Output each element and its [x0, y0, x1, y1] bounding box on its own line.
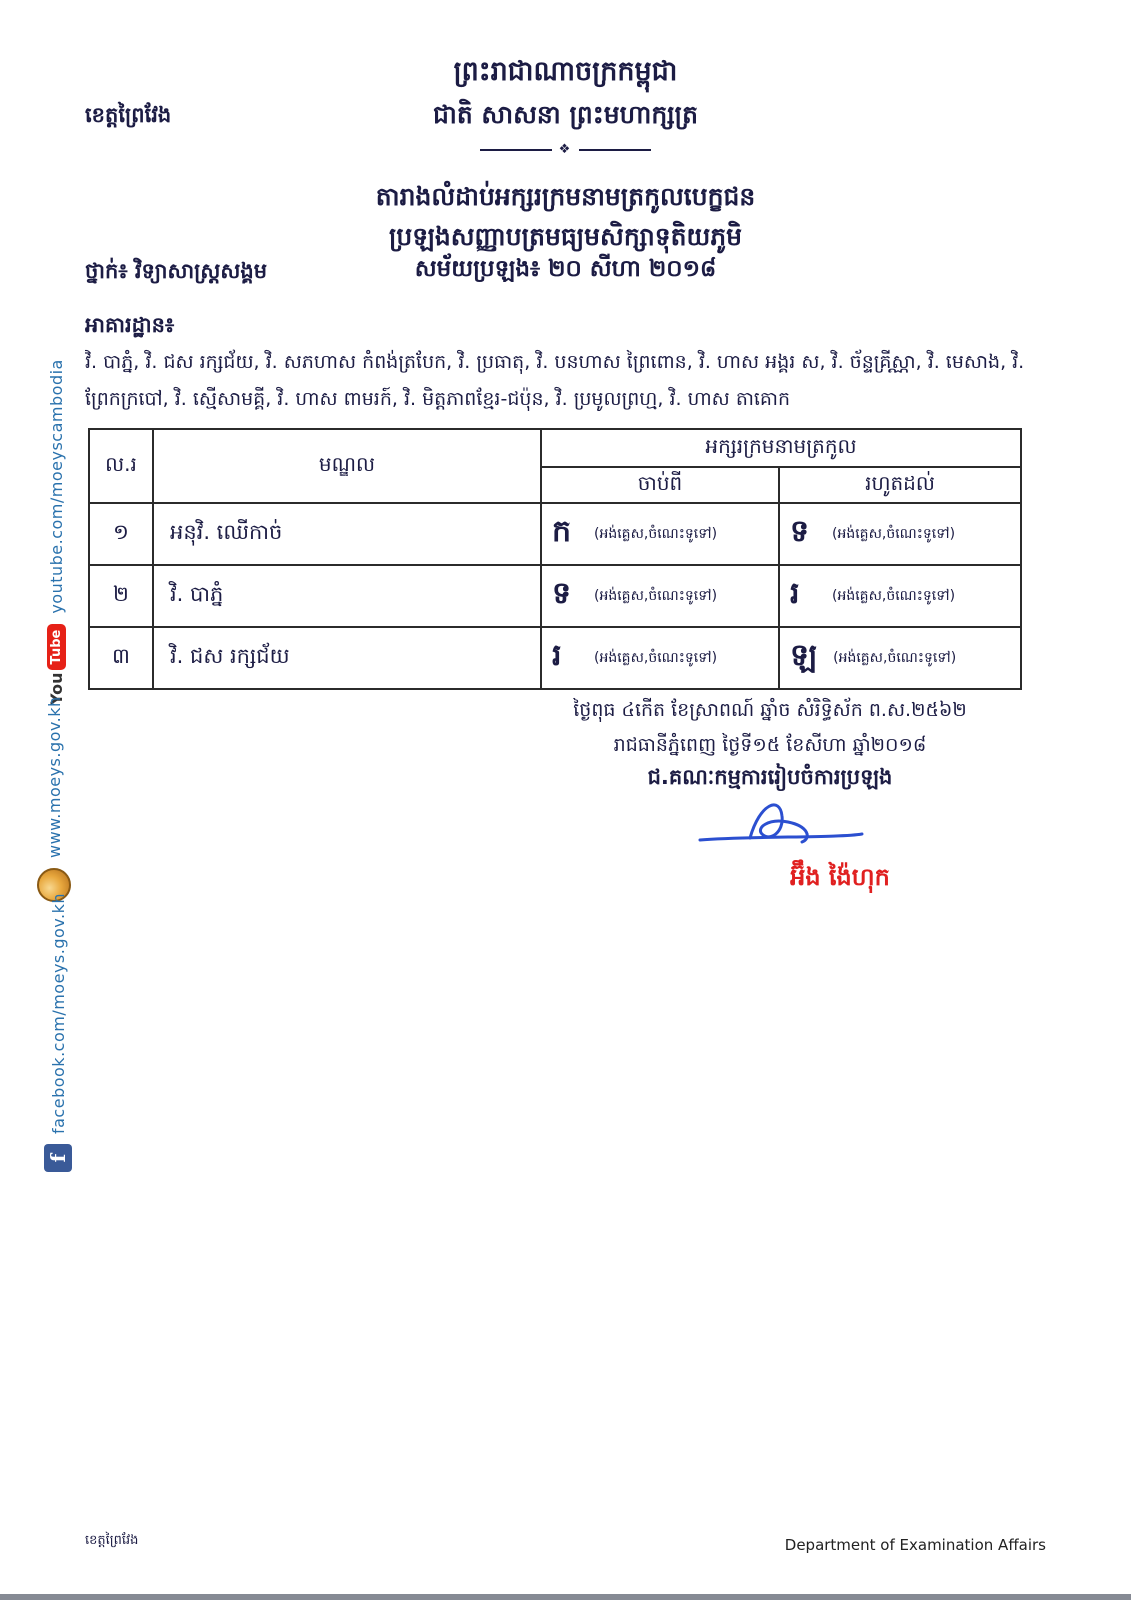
from-cell: [542, 512, 778, 556]
row-number: ៣: [89, 627, 153, 689]
column-header-alphabet-span: អក្សរក្រមនាមត្រកូល: [541, 429, 1021, 467]
province-label: ខេត្តព្រៃវែង: [85, 103, 172, 127]
scan-bottom-edge: [0, 1594, 1131, 1600]
exam-center-name: វិ. បាភ្នំ: [153, 565, 541, 627]
to-cell: [780, 574, 1020, 618]
to-note: (អង់គ្លេស,ចំណេះទូទៅ): [833, 649, 957, 666]
from-cell: [542, 574, 778, 618]
sidebar-moeys-website: [36, 696, 72, 902]
divider-line-right: [579, 149, 651, 151]
column-header-center: មណ្ឌល: [153, 429, 541, 503]
to-cell: [780, 512, 1020, 556]
column-header-number: ល.រ: [89, 429, 153, 503]
divider-ornament-icon: ❖: [558, 142, 573, 157]
kingdom-motto-line1: ព្រះរាជាណាចក្រកម្ពុជា: [453, 56, 678, 87]
committee-title: ជ.គណៈកម្មការរៀបចំការប្រឡង: [647, 765, 893, 789]
youtube-wordmark-tube: Tube: [47, 624, 66, 671]
from-note: (អង់គ្លេស,ចំណេះទូទៅ): [594, 587, 718, 604]
to-letter: ឡ: [790, 638, 818, 673]
buildings-heading: អាគារដ្ឋាន៖: [85, 313, 175, 337]
gregorian-date-line: រាជធានីភ្នំពេញ ថ្ងៃទី១៥ ខែសីហា ឆ្នាំ២០១៨: [613, 734, 927, 756]
table-row: [89, 565, 1021, 627]
exam-center-name: វិ. ជស រក្សជ័យ: [153, 627, 541, 689]
to-note: (អង់គ្លេស,ចំណេះទូទៅ): [832, 525, 956, 542]
document-title-line2: ប្រឡងសញ្ញាបត្រមធ្យមសិក្សាទុតិយភូមិ: [388, 222, 743, 251]
divider-line-left: [480, 149, 552, 151]
buildings-school-list: វិ. បាភ្នំ, វិ. ជស រក្សជ័យ, វិ. សភហាស កំពង់ត្របែក, វិ. ប្រធាតុ, វិ. បនហាស ព្រៃពោន, វិ. ហាស អង្គរ ស, វិ. ច័ន្ទគ្រីស្ណា, វិ. មេសាង, វិ. ព្រែកក្របៅ, វិ. ស្មើសាមគ្គី, វិ. ហាស ពាមរក៍, វិ. មិត្តភាពខ្មែរ-ជប៉ុន, វិ. ប្រមូលព្រហ្ម, វិ. ហាស តាគោក: [85, 351, 1025, 411]
column-header-to: រហូតដល់: [779, 467, 1021, 503]
class-label: ថ្នាក់៖ វិទ្យាសាស្ត្រសង្គម: [85, 259, 268, 283]
facebook-url: facebook.com/moeys.gov.kh: [48, 893, 68, 1134]
to-note: (អង់គ្លេស,ចំណេះទូទៅ): [832, 587, 956, 604]
moeys-url: www.moeys.gov.kh: [44, 696, 64, 858]
table-row: [89, 503, 1021, 565]
header-divider: [0, 142, 1131, 157]
from-note: (អង់គ្លេស,ចំណេះទូទៅ): [594, 525, 718, 542]
from-letter: ទ: [552, 576, 572, 611]
signature: [690, 788, 870, 862]
table-row: [89, 627, 1021, 689]
to-letter: ទ: [790, 514, 810, 549]
exam-session-label: សម័យប្រឡង៖ ២០ សីហា ២០១៨: [414, 256, 717, 282]
from-letter: ក: [552, 514, 572, 549]
column-header-from: ចាប់ពី: [541, 467, 779, 503]
facebook-icon: f: [44, 1144, 72, 1172]
from-letter: រ: [552, 638, 562, 673]
from-note: (អង់គ្លេស,ចំណេះទូទៅ): [594, 649, 718, 666]
youtube-wordmark-you: You: [46, 672, 66, 705]
kingdom-motto-line2: ជាតិ សាសនា ព្រះមហាក្សត្រ: [433, 100, 698, 129]
footer-province-label: ខេត្តព្រៃវែង: [85, 1533, 139, 1548]
to-cell: [780, 636, 1020, 680]
to-letter: រ: [790, 576, 800, 611]
footer-department-label: Department of Examination Affairs: [784, 1536, 1046, 1554]
youtube-url: youtube.com/moeyscambodia: [46, 359, 66, 614]
document-title-line1: តារាងលំដាប់អក្សរក្រមនាមត្រកូលបេក្ខជន: [375, 182, 756, 211]
lunar-date-line: ថ្ងៃពុធ ៤កើត ខែស្រាពណ៍ ឆ្នាំច សំរិទ្ធិស័ក ព.ស.២៥៦២: [573, 699, 967, 721]
exam-center-name: អនុវិ. ឈើកាច់: [153, 503, 541, 565]
row-number: ២: [89, 565, 153, 627]
sidebar-youtube: [38, 359, 74, 705]
row-number: ១: [89, 503, 153, 565]
sidebar-facebook: [40, 893, 76, 1172]
alphabet-range-table-wrapper: [88, 428, 1020, 690]
from-cell: [542, 636, 778, 680]
alphabet-range-table: [88, 428, 1022, 690]
signer-name: អ៊ឹង ង៉ៃហុក: [790, 863, 890, 891]
signature-scribble: [690, 788, 870, 858]
youtube-icon: [47, 624, 66, 705]
